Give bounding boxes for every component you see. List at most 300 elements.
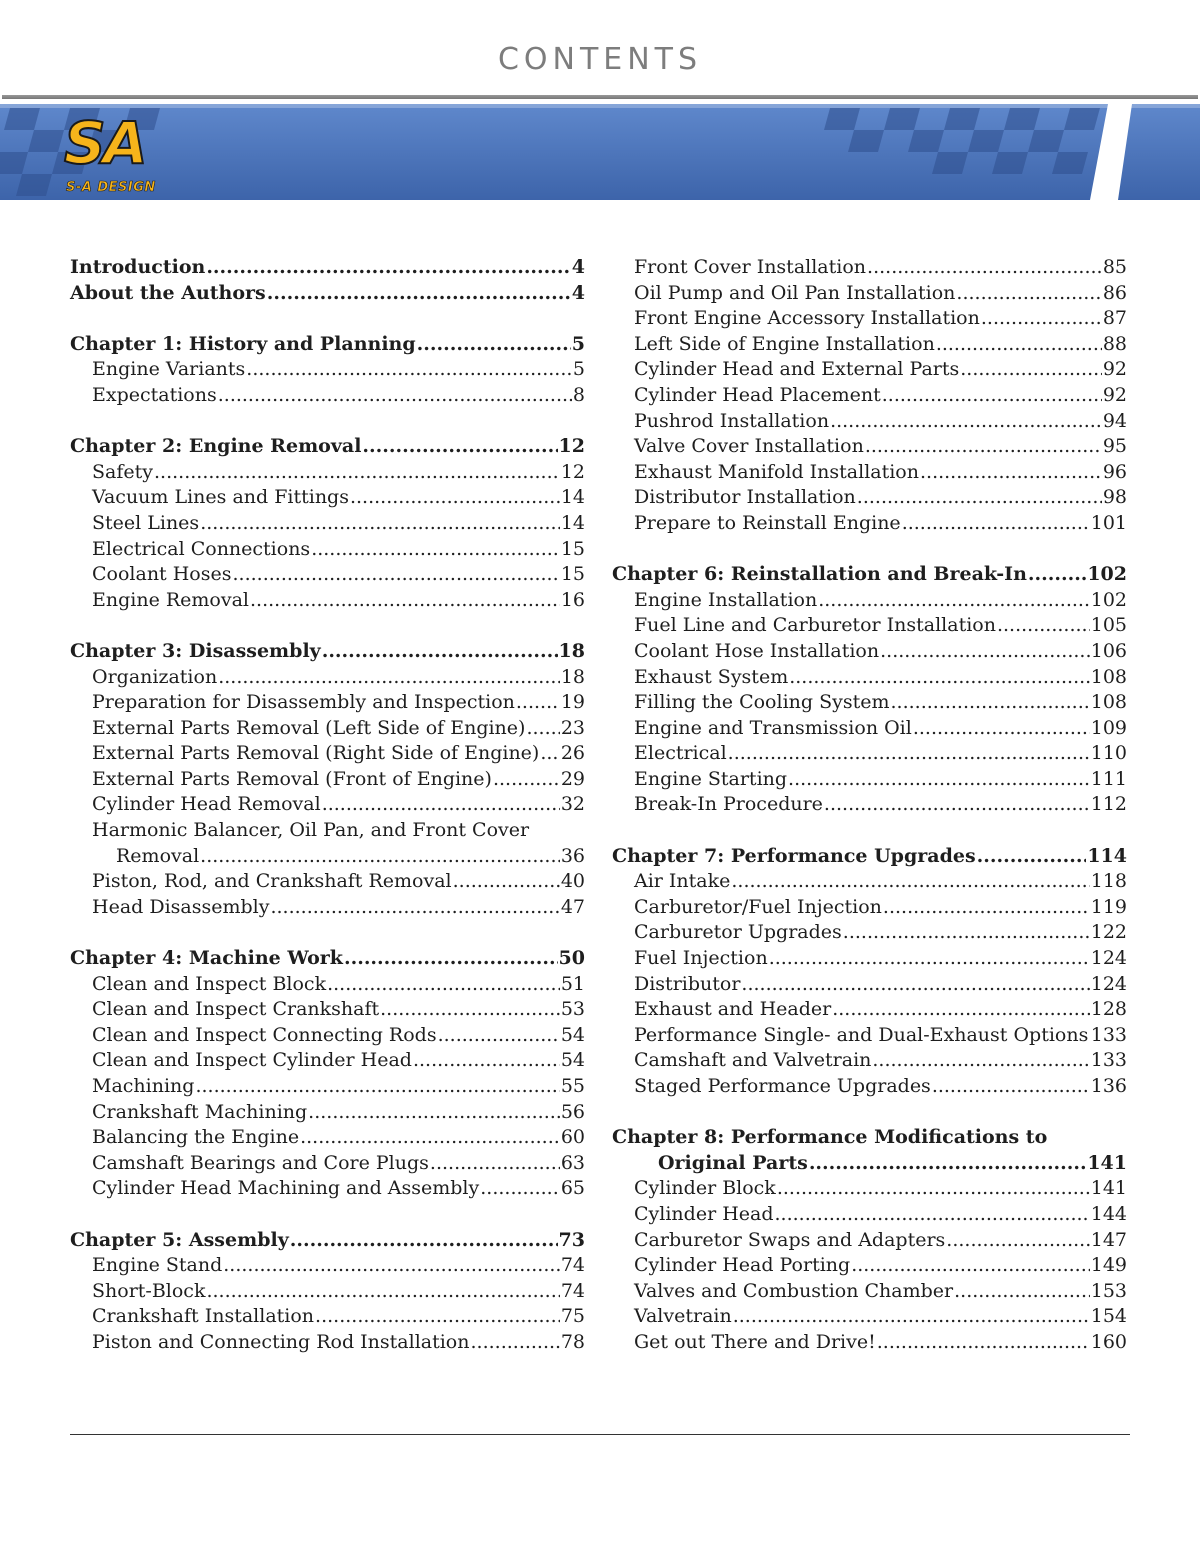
toc-section-entry[interactable] (70, 588, 585, 614)
toc-section-entry[interactable] (612, 332, 1127, 358)
toc-section-entry[interactable] (70, 485, 585, 511)
dot-leader (818, 588, 1090, 614)
toc-entry-title: External Parts Removal (Front of Engine) (92, 767, 492, 790)
toc-page-number: 74 (560, 1279, 585, 1302)
toc-section-entry[interactable] (612, 613, 1127, 639)
toc-page-number: 15 (560, 537, 585, 560)
toc-page-number: 141 (1090, 1177, 1127, 1200)
logo-subtitle: S-A DESIGN (66, 180, 156, 195)
dot-leader (775, 1202, 1090, 1228)
dot-leader (769, 946, 1090, 972)
toc-chapter-entry[interactable] (612, 562, 1127, 588)
dot-leader (206, 255, 570, 281)
dot-leader (809, 1151, 1087, 1177)
dot-leader (308, 1100, 560, 1126)
dot-leader (830, 409, 1102, 435)
toc-section-entry[interactable] (70, 844, 585, 870)
toc-entry-title: Introduction (70, 256, 206, 278)
toc-section-entry[interactable] (70, 997, 585, 1023)
dot-leader (322, 792, 560, 818)
toc-section-entry[interactable] (70, 1279, 585, 1305)
toc-entry-title: Chapter 4: Machine Work (70, 947, 343, 970)
toc-section-entry[interactable] (612, 434, 1127, 460)
toc-entry-title: Staged Performance Upgrades (634, 1075, 931, 1097)
toc-section-entry[interactable] (70, 741, 585, 767)
dot-leader (981, 306, 1102, 332)
toc-entry-title: Balancing the Engine (92, 1126, 300, 1149)
dot-leader (516, 690, 560, 716)
toc-section-entry[interactable] (612, 588, 1127, 614)
dot-leader (877, 1330, 1090, 1356)
toc-column-left (70, 255, 585, 1356)
toc-entry-title: Oil Pump and Oil Pan Installation (634, 281, 956, 304)
toc-entry-title: Pushrod Installation (634, 409, 830, 432)
dot-leader (223, 1253, 560, 1279)
dot-leader (882, 383, 1102, 409)
dot-leader (270, 895, 559, 921)
toc-page-number: 118 (1090, 870, 1127, 893)
toc-page-number: 122 (1090, 921, 1127, 944)
header-rule (2, 95, 1198, 99)
toc-page-number: 54 (560, 1023, 585, 1046)
toc-section-entry[interactable] (70, 511, 585, 537)
toc-page-number: 111 (1090, 767, 1127, 790)
dot-leader (233, 562, 560, 588)
dot-leader (733, 1304, 1090, 1330)
toc-page-number: 133 (1090, 1049, 1127, 1072)
toc-entry-title: Prepare to Reinstall Engine (634, 511, 901, 534)
toc-page-number: 149 (1090, 1254, 1127, 1277)
toc-page-number: 112 (1090, 793, 1127, 816)
dot-leader (960, 357, 1102, 383)
toc-entry-title: Crankshaft Installation (92, 1305, 315, 1328)
toc-section-entry[interactable] (70, 716, 585, 742)
toc-page-number: 141 (1087, 1151, 1127, 1174)
toc-section-entry[interactable] (612, 997, 1127, 1023)
toc-section-entry[interactable] (70, 562, 585, 588)
toc-section-entry[interactable] (70, 537, 585, 563)
toc-page-number: 8 (572, 383, 585, 406)
dot-leader (344, 946, 558, 972)
dot-leader (195, 1074, 559, 1100)
toc-section-entry[interactable] (612, 460, 1127, 486)
toc-entry-title: Cylinder Head (634, 1202, 774, 1225)
toc-chapter-entry[interactable] (70, 332, 585, 358)
toc-entry-title: Chapter 2: Engine Removal (70, 435, 362, 458)
dot-leader (267, 281, 571, 307)
toc-entry-title: Cylinder Head Machining and Assembly (92, 1177, 480, 1200)
toc-page-number: 78 (560, 1330, 585, 1353)
toc-section-entry[interactable] (612, 741, 1127, 767)
dot-leader (218, 383, 572, 409)
toc-entry-title: Valvetrain (634, 1305, 732, 1328)
toc-page-number: 128 (1090, 998, 1127, 1021)
toc-page-number: 4 (571, 281, 585, 304)
toc-entry-title: External Parts Removal (Left Side of Engine) (92, 716, 526, 739)
dot-leader (154, 460, 560, 486)
toc-page-number: 119 (1090, 895, 1127, 918)
toc-entry-title: External Parts Removal (Right Side of Engine) (92, 742, 540, 765)
toc-page-number: 65 (560, 1177, 585, 1200)
dot-leader (956, 281, 1101, 307)
toc-page-number: 86 (1102, 281, 1127, 304)
dot-leader (315, 1304, 560, 1330)
toc-entry-title: Piston and Connecting Rod Installation (92, 1330, 470, 1353)
toc-entry-title: Front Cover Installation (634, 256, 867, 278)
toc-page-number: 96 (1102, 460, 1127, 483)
toc-entry-title: Piston, Rod, and Crankshaft Removal (92, 870, 452, 893)
toc-section-entry[interactable] (612, 869, 1127, 895)
toc-entry-title: Short-Block (92, 1279, 206, 1302)
toc-entry-title: Distributor Installation (634, 486, 856, 509)
toc-section-entry[interactable] (70, 972, 585, 998)
toc-entry-title: Chapter 1: History and Planning (70, 332, 416, 355)
toc-entry-title: Clean and Inspect Cylinder Head (92, 1049, 412, 1072)
toc-entry-title: Fuel Line and Carburetor Installation (634, 614, 996, 637)
toc-page-number: 47 (560, 895, 585, 918)
toc-page-number: 26 (560, 742, 585, 765)
toc-entry-title: Clean and Inspect Crankshaft (92, 998, 380, 1021)
toc-entry-title: Electrical (634, 742, 727, 765)
toc-chapter-entry[interactable] (70, 1228, 585, 1254)
dot-leader (526, 716, 559, 742)
header-banner (0, 104, 1200, 200)
toc-chapter-entry[interactable] (612, 1151, 1127, 1177)
toc-page-number: 54 (560, 1049, 585, 1072)
toc-page-number: 18 (558, 639, 585, 662)
toc-section-entry[interactable] (612, 1279, 1127, 1305)
toc-entry-title: Organization (92, 665, 218, 688)
toc-entry-title: Valve Cover Installation (634, 435, 864, 458)
toc-entry-title: Get out There and Drive! (634, 1330, 876, 1353)
toc-page-number: 95 (1102, 435, 1127, 458)
toc-section-entry[interactable] (70, 869, 585, 895)
toc-entry-title: Clean and Inspect Connecting Rods (92, 1023, 437, 1046)
toc-page-number: 98 (1102, 486, 1127, 509)
toc-section-entry[interactable] (70, 357, 585, 383)
toc-page-number: 92 (1102, 383, 1127, 406)
dot-leader (250, 588, 560, 614)
dot-leader (200, 511, 560, 537)
toc-entry-title: Left Side of Engine Installation (634, 332, 935, 355)
toc-section-entry[interactable] (612, 511, 1127, 537)
dot-leader (891, 690, 1090, 716)
toc-section-entry[interactable] (612, 972, 1127, 998)
dot-leader (997, 613, 1090, 639)
toc-entry-title: Engine Starting (634, 767, 788, 790)
toc-entry-title: Fuel Injection (634, 947, 768, 970)
toc-entry-line: Chapter 8: Performance Modifications to (612, 1126, 1048, 1149)
logo-mark: SA (64, 109, 145, 177)
toc-page-number: 16 (560, 588, 585, 611)
toc-entry-title: Cylinder Head Removal (92, 793, 321, 816)
toc-page-number: 101 (1090, 511, 1127, 534)
toc-section-entry[interactable] (612, 1304, 1127, 1330)
toc-entry-title: Expectations (92, 383, 217, 406)
dot-leader (206, 1279, 559, 1305)
dot-leader (246, 357, 572, 383)
toc-entry-title: Vacuum Lines and Fittings (92, 486, 349, 509)
toc-section-entry[interactable] (612, 895, 1127, 921)
toc-entry-title: Front Engine Accessory Installation (634, 307, 980, 330)
dot-leader (300, 1125, 560, 1151)
toc-page-number: 53 (560, 998, 585, 1021)
toc-page-number: 73 (558, 1228, 585, 1251)
toc-entry-title: Distributor (634, 972, 741, 995)
dot-leader (872, 1048, 1089, 1074)
dot-leader (218, 665, 560, 691)
toc-entry-title: Camshaft and Valvetrain (634, 1049, 872, 1072)
dot-leader (824, 792, 1090, 818)
footer-rule (70, 1434, 1130, 1435)
toc-page-number: 63 (560, 1151, 585, 1174)
toc-entry-title: Filling the Cooling System (634, 691, 890, 714)
toc-section-entry[interactable] (612, 306, 1127, 332)
toc-entry-title: Safety (92, 460, 153, 483)
toc-page-number: 36 (560, 844, 585, 867)
toc-section-entry[interactable] (70, 1253, 585, 1279)
toc-section-entry[interactable] (70, 460, 585, 486)
toc-page-number: 102 (1090, 588, 1127, 611)
toc-section-entry[interactable] (70, 1151, 585, 1177)
dot-leader (946, 1228, 1089, 1254)
toc-section-entry[interactable] (612, 920, 1127, 946)
dot-leader (880, 639, 1090, 665)
toc-entry-title: Removal (116, 844, 200, 867)
dot-leader (867, 255, 1102, 281)
toc-section-entry[interactable] (70, 895, 585, 921)
toc-section-entry[interactable] (70, 1023, 585, 1049)
dot-leader (540, 741, 559, 767)
toc-section-entry[interactable] (70, 1100, 585, 1126)
toc-entry-title: Exhaust and Header (634, 998, 832, 1021)
toc-page-number: 160 (1090, 1330, 1127, 1353)
toc-section-entry[interactable] (612, 357, 1127, 383)
toc-page-number: 12 (558, 435, 585, 458)
toc-entry-title: Steel Lines (92, 511, 200, 534)
dot-leader (789, 665, 1090, 691)
dot-leader (471, 1330, 560, 1356)
toc-section-entry[interactable] (612, 281, 1127, 307)
toc-page-number: 124 (1090, 947, 1127, 970)
toc-chapter-entry[interactable] (70, 434, 585, 460)
dot-leader (913, 716, 1090, 742)
dot-leader (788, 767, 1090, 793)
page-title: CONTENTS (497, 42, 703, 77)
toc-section-entry[interactable] (612, 1048, 1127, 1074)
dot-leader (777, 1176, 1090, 1202)
dot-leader (417, 332, 571, 358)
dot-leader (932, 1074, 1090, 1100)
dot-leader (851, 1253, 1090, 1279)
dot-leader (954, 1279, 1090, 1305)
toc-section-entry[interactable] (70, 792, 585, 818)
dot-leader (493, 767, 560, 793)
toc-page-number: 102 (1087, 563, 1127, 586)
toc-entry-title: Chapter 7: Performance Upgrades (612, 844, 976, 867)
toc-entry-title: Exhaust Manifold Installation (634, 460, 919, 483)
toc-entry-title: Engine Variants (92, 358, 246, 381)
toc-entry-title: Air Intake (634, 870, 731, 893)
dot-leader (362, 434, 557, 460)
toc-section-entry[interactable] (612, 716, 1127, 742)
toc-page-number: 87 (1102, 307, 1127, 330)
dot-leader (883, 895, 1090, 921)
toc-entry-title: Original Parts (658, 1151, 808, 1174)
toc-section-entry[interactable] (612, 946, 1127, 972)
toc-section-entry[interactable] (612, 767, 1127, 793)
toc-section-entry[interactable] (612, 255, 1127, 281)
toc-page-number: 14 (560, 511, 585, 534)
toc-page-number: 94 (1102, 409, 1127, 432)
toc-chapter-entry[interactable] (70, 255, 585, 281)
dot-leader (977, 844, 1087, 870)
toc-page-number: 14 (560, 486, 585, 509)
dot-leader (480, 1176, 560, 1202)
toc-section-entry[interactable] (612, 409, 1127, 435)
toc-page-number: 75 (560, 1305, 585, 1328)
toc-section-entry[interactable] (70, 383, 585, 409)
toc-entry-title: Preparation for Disassembly and Inspection (92, 691, 515, 714)
toc-entry-title: Carburetor/Fuel Injection (634, 895, 882, 918)
toc-section-entry[interactable] (70, 665, 585, 691)
toc-section-entry[interactable] (612, 1202, 1127, 1228)
toc-entry-title: Break-In Procedure (634, 793, 823, 816)
toc-page-number: 109 (1090, 716, 1127, 739)
toc-section-entry[interactable] (70, 1176, 585, 1202)
toc-section-entry[interactable] (612, 690, 1127, 716)
toc-section-entry[interactable] (612, 1330, 1127, 1356)
toc-chapter-entry[interactable] (70, 281, 585, 307)
toc-page-number: 88 (1102, 332, 1127, 355)
toc-page-number: 51 (560, 972, 585, 995)
toc-entry-line: Harmonic Balancer, Oil Pan, and Front Cover (92, 819, 530, 842)
toc-section-entry[interactable] (70, 1125, 585, 1151)
dot-leader (380, 997, 560, 1023)
toc-section-entry[interactable] (70, 1048, 585, 1074)
toc-entry-title: Engine Stand (92, 1254, 223, 1277)
toc-entry-title: Carburetor Swaps and Adapters (634, 1228, 946, 1251)
toc-column-right (612, 255, 1127, 1356)
toc-entry-title: Chapter 3: Disassembly (70, 639, 321, 662)
toc-entry-title: Cylinder Head Porting (634, 1254, 851, 1277)
dot-leader (438, 1023, 560, 1049)
toc-page-number: 60 (560, 1126, 585, 1149)
dot-leader (865, 434, 1102, 460)
toc-page-number: 50 (558, 947, 585, 970)
dot-leader (728, 741, 1090, 767)
toc-page-number: 18 (560, 665, 585, 688)
toc-section-entry[interactable] (612, 665, 1127, 691)
toc-page-number: 110 (1090, 742, 1127, 765)
toc-entry-title: Clean and Inspect Block (92, 972, 327, 995)
dot-leader (902, 511, 1090, 537)
toc-page-number: 19 (560, 691, 585, 714)
toc-entry-title: Coolant Hose Installation (634, 639, 880, 662)
toc-section-entry[interactable] (612, 1228, 1127, 1254)
toc-section-entry[interactable] (612, 383, 1127, 409)
toc-page-number: 108 (1090, 665, 1127, 688)
dot-leader (290, 1228, 558, 1254)
toc-page-number: 32 (560, 793, 585, 816)
dot-leader (311, 537, 560, 563)
toc-entry-title: Cylinder Head and External Parts (634, 358, 960, 381)
toc-page-number: 108 (1090, 691, 1127, 714)
toc-entry-title: Electrical Connections (92, 537, 311, 560)
toc-page-number: 106 (1090, 639, 1127, 662)
dot-leader (843, 920, 1090, 946)
toc-page-number: 5 (571, 332, 585, 355)
toc-entry-title: Chapter 6: Reinstallation and Break-In (612, 563, 1027, 586)
toc-entry-title: Chapter 5: Assembly (70, 1228, 289, 1251)
toc-entry-title: Cylinder Block (634, 1177, 776, 1200)
toc-page-number: 15 (560, 563, 585, 586)
toc-entry-title: Engine Removal (92, 588, 250, 611)
toc-section-entry[interactable] (70, 1304, 585, 1330)
toc-page-number: 136 (1090, 1075, 1127, 1097)
toc-chapter-entry[interactable] (70, 639, 585, 665)
toc-section-entry[interactable] (612, 1023, 1127, 1049)
dot-leader (741, 972, 1089, 998)
toc-section-entry[interactable] (70, 1330, 585, 1356)
toc-entry-title: Valves and Combustion Chamber (634, 1279, 954, 1302)
toc-page-number: 114 (1087, 844, 1127, 867)
toc-page-number: 29 (560, 767, 585, 790)
toc-section-entry[interactable] (612, 485, 1127, 511)
toc-page-number: 12 (560, 460, 585, 483)
toc-entry-title: Camshaft Bearings and Core Plugs (92, 1151, 429, 1174)
toc-section-entry[interactable] (612, 792, 1127, 818)
dot-leader (731, 869, 1089, 895)
toc-section-entry[interactable] (612, 639, 1127, 665)
toc-entry-title: Coolant Hoses (92, 563, 232, 586)
toc-page-number: 92 (1102, 358, 1127, 381)
toc-page-number: 55 (560, 1075, 585, 1097)
toc-page-number: 133 (1090, 1023, 1127, 1046)
toc-page-number: 85 (1102, 256, 1127, 278)
toc-entry-title: Head Disassembly (92, 895, 270, 918)
toc-page-number: 147 (1090, 1228, 1127, 1251)
toc-section-entry[interactable] (612, 1074, 1127, 1100)
toc-page-number: 74 (560, 1254, 585, 1277)
toc-entry-title: Engine Installation (634, 588, 818, 611)
toc-page-number: 56 (560, 1100, 585, 1123)
toc-chapter-entry[interactable] (612, 844, 1127, 870)
toc-section-entry[interactable] (612, 1253, 1127, 1279)
dot-leader (920, 460, 1102, 486)
toc-section-entry[interactable] (70, 767, 585, 793)
toc-entry-title: About the Authors (70, 281, 266, 304)
dot-leader (350, 485, 560, 511)
toc-page-number: 5 (572, 358, 585, 381)
toc-page-number: 105 (1090, 614, 1127, 637)
toc-entry-title: Cylinder Head Placement (634, 383, 881, 406)
toc-page-number: 23 (560, 716, 585, 739)
toc-chapter-entry[interactable] (70, 946, 585, 972)
toc-page-number: 124 (1090, 972, 1127, 995)
toc-page-number: 154 (1090, 1305, 1127, 1328)
dot-leader (327, 972, 560, 998)
toc-section-entry[interactable] (70, 1074, 585, 1100)
toc-section-entry[interactable] (70, 690, 585, 716)
dot-leader (430, 1151, 560, 1177)
dot-leader (832, 997, 1090, 1023)
toc-page-number: 4 (571, 256, 585, 278)
toc-entry-title: Carburetor Upgrades (634, 921, 842, 944)
toc-page-number: 153 (1090, 1279, 1127, 1302)
toc-section-entry[interactable] (612, 1176, 1127, 1202)
toc-page-number: 40 (560, 870, 585, 893)
